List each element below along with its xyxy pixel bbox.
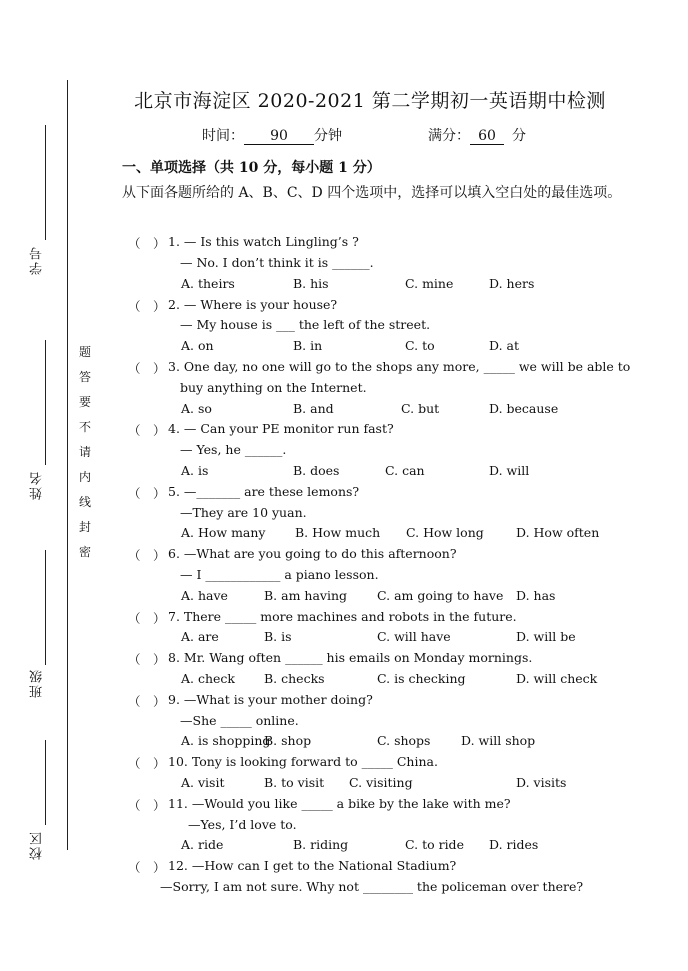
time-unit: 分钟 [314, 128, 342, 144]
answer-bracket[interactable]: （ ） [128, 423, 166, 438]
option-d[interactable]: D. How often [516, 525, 600, 540]
option-c[interactable]: C. mine [405, 276, 454, 291]
answer-bracket[interactable]: （ ） [128, 694, 166, 709]
campus-label: 校区 [30, 830, 45, 860]
answer-bracket[interactable]: （ ） [128, 860, 166, 875]
option-d[interactable]: D. rides [489, 837, 539, 852]
score-unit: 分 [512, 128, 526, 144]
option-b[interactable]: B. and [293, 401, 334, 416]
question-line: —Sorry, I am not sure. Why not ________ the policeman over there? [160, 879, 584, 894]
option-d[interactable]: D. has [516, 588, 556, 603]
score-value: 60 [470, 128, 504, 145]
name-label: 姓名 [30, 470, 45, 500]
name-line [45, 340, 46, 465]
option-a[interactable]: A. is [181, 463, 209, 478]
seal-char: 内 [78, 470, 91, 484]
student-id-line [45, 125, 46, 240]
section-title: 一、单项选择（共 10 分，每小题 1 分） [122, 160, 381, 176]
option-c[interactable]: C. will have [377, 629, 451, 644]
option-a[interactable]: A. ride [181, 837, 224, 852]
option-b[interactable]: B. am having [264, 588, 348, 603]
question-line: buy anything on the Internet. [180, 380, 367, 395]
option-b[interactable]: B. is [264, 629, 292, 644]
class-label: 班级 [30, 668, 45, 698]
seal-char: 题 [78, 345, 91, 359]
answer-bracket[interactable]: （ ） [128, 548, 166, 563]
option-a[interactable]: A. How many [181, 525, 266, 540]
option-c[interactable]: C. to ride [405, 837, 464, 852]
student-id-label: 学号 [30, 245, 45, 275]
answer-bracket[interactable]: （ ） [128, 236, 166, 251]
question-stem: 4. — Can your PE monitor run fast? [168, 421, 394, 436]
option-b[interactable]: B. How much [295, 525, 381, 540]
question-stem: 8. Mr. Wang often ______ his emails on Monday mornings. [168, 650, 533, 665]
exam-title: 北京市海淀区 2020-2021 第二学期初一英语期中检测 [134, 90, 606, 112]
option-c[interactable]: C. visiting [349, 775, 413, 790]
option-c[interactable]: C. to [405, 338, 435, 353]
option-b[interactable]: B. in [293, 338, 323, 353]
option-c[interactable]: C. How long [406, 525, 484, 540]
question-stem: 3. One day, no one will go to the shops any more, _____ we will be able to [168, 359, 631, 374]
answer-bracket[interactable]: （ ） [128, 361, 166, 376]
question-line: —Yes, I’d love to. [188, 817, 297, 832]
option-a[interactable]: A. are [181, 629, 219, 644]
time-label: 时间： [202, 128, 244, 144]
question-stem: 11. —Would you like _____ a bike by the lake with me? [168, 796, 511, 811]
binding-line [67, 80, 68, 850]
option-b[interactable]: B. does [293, 463, 340, 478]
seal-char: 线 [78, 495, 91, 509]
option-d[interactable]: D. visits [516, 775, 567, 790]
question-stem: 5. —_______ are these lemons? [168, 484, 360, 499]
answer-bracket[interactable]: （ ） [128, 299, 166, 314]
section-instruction: 从下面各题所给的 A、B、C、D 四个选项中，选择可以填入空白处的最佳选项。 [122, 185, 622, 201]
seal-char: 请 [78, 445, 91, 459]
option-b[interactable]: B. to visit [264, 775, 325, 790]
option-a[interactable]: A. theirs [181, 276, 235, 291]
answer-bracket[interactable]: （ ） [128, 486, 166, 501]
time-value: 90 [244, 128, 314, 145]
answer-bracket[interactable]: （ ） [128, 611, 166, 626]
seal-char: 不 [78, 420, 91, 434]
question-line: —She _____ online. [180, 713, 299, 728]
option-a[interactable]: A. is shopping [181, 733, 271, 748]
option-d[interactable]: D. will shop [461, 733, 536, 748]
answer-bracket[interactable]: （ ） [128, 652, 166, 667]
option-d[interactable]: D. will check [516, 671, 598, 686]
question-stem: 10. Tony is looking forward to _____ China. [168, 754, 438, 769]
option-c[interactable]: C. shops [377, 733, 431, 748]
option-a[interactable]: A. visit [181, 775, 225, 790]
class-line [45, 550, 46, 665]
question-stem: 2. — Where is your house? [168, 297, 338, 312]
question-line: — Yes, he ______. [180, 442, 287, 457]
question-line: — I ____________ a piano lesson. [180, 567, 379, 582]
option-b[interactable]: B. riding [293, 837, 349, 852]
seal-char: 密 [78, 545, 91, 559]
option-b[interactable]: B. shop [264, 733, 312, 748]
score-label: 满分： [428, 128, 470, 144]
question-line: —They are 10 yuan. [180, 505, 307, 520]
option-c[interactable]: C. can [385, 463, 425, 478]
option-a[interactable]: A. on [181, 338, 214, 353]
answer-bracket[interactable]: （ ） [128, 798, 166, 813]
campus-line [45, 740, 46, 825]
option-d[interactable]: D. will be [516, 629, 576, 644]
option-c[interactable]: C. is checking [377, 671, 466, 686]
question-stem: 6. —What are you going to do this afternoon? [168, 546, 457, 561]
seal-char: 要 [78, 395, 91, 409]
option-a[interactable]: A. have [181, 588, 228, 603]
binding-margin [0, 0, 100, 971]
seal-char: 封 [78, 520, 91, 534]
option-c[interactable]: C. but [401, 401, 440, 416]
answer-bracket[interactable]: （ ） [128, 756, 166, 771]
question-line: — No. I don’t think it is ______. [180, 255, 374, 270]
question-line: — My house is ___ the left of the street. [180, 317, 431, 332]
exam-time [202, 125, 342, 145]
campus-field [28, 740, 50, 860]
question-stem: 1. — Is this watch Lingling’s ? [168, 234, 359, 249]
student-id-field [28, 125, 50, 275]
class-field [28, 550, 50, 710]
option-d[interactable]: D. because [489, 401, 559, 416]
option-d[interactable]: D. hers [489, 276, 535, 291]
option-d[interactable]: D. at [489, 338, 519, 353]
question-stem: 7. There _____ more machines and robots in the future. [168, 609, 517, 624]
option-d[interactable]: D. will [489, 463, 530, 478]
option-b[interactable]: B. checks [264, 671, 325, 686]
seal-char: 答 [78, 370, 91, 384]
option-b[interactable]: B. his [293, 276, 329, 291]
seal-line-notice [77, 346, 93, 571]
name-field [28, 340, 50, 500]
question-stem: 9. —What is your mother doing? [168, 692, 373, 707]
option-a[interactable]: A. check [181, 671, 235, 686]
option-c[interactable]: C. am going to have [377, 588, 504, 603]
question-stem: 12. —How can I get to the National Stadium? [168, 858, 457, 873]
option-a[interactable]: A. so [181, 401, 212, 416]
exam-score [428, 125, 526, 145]
